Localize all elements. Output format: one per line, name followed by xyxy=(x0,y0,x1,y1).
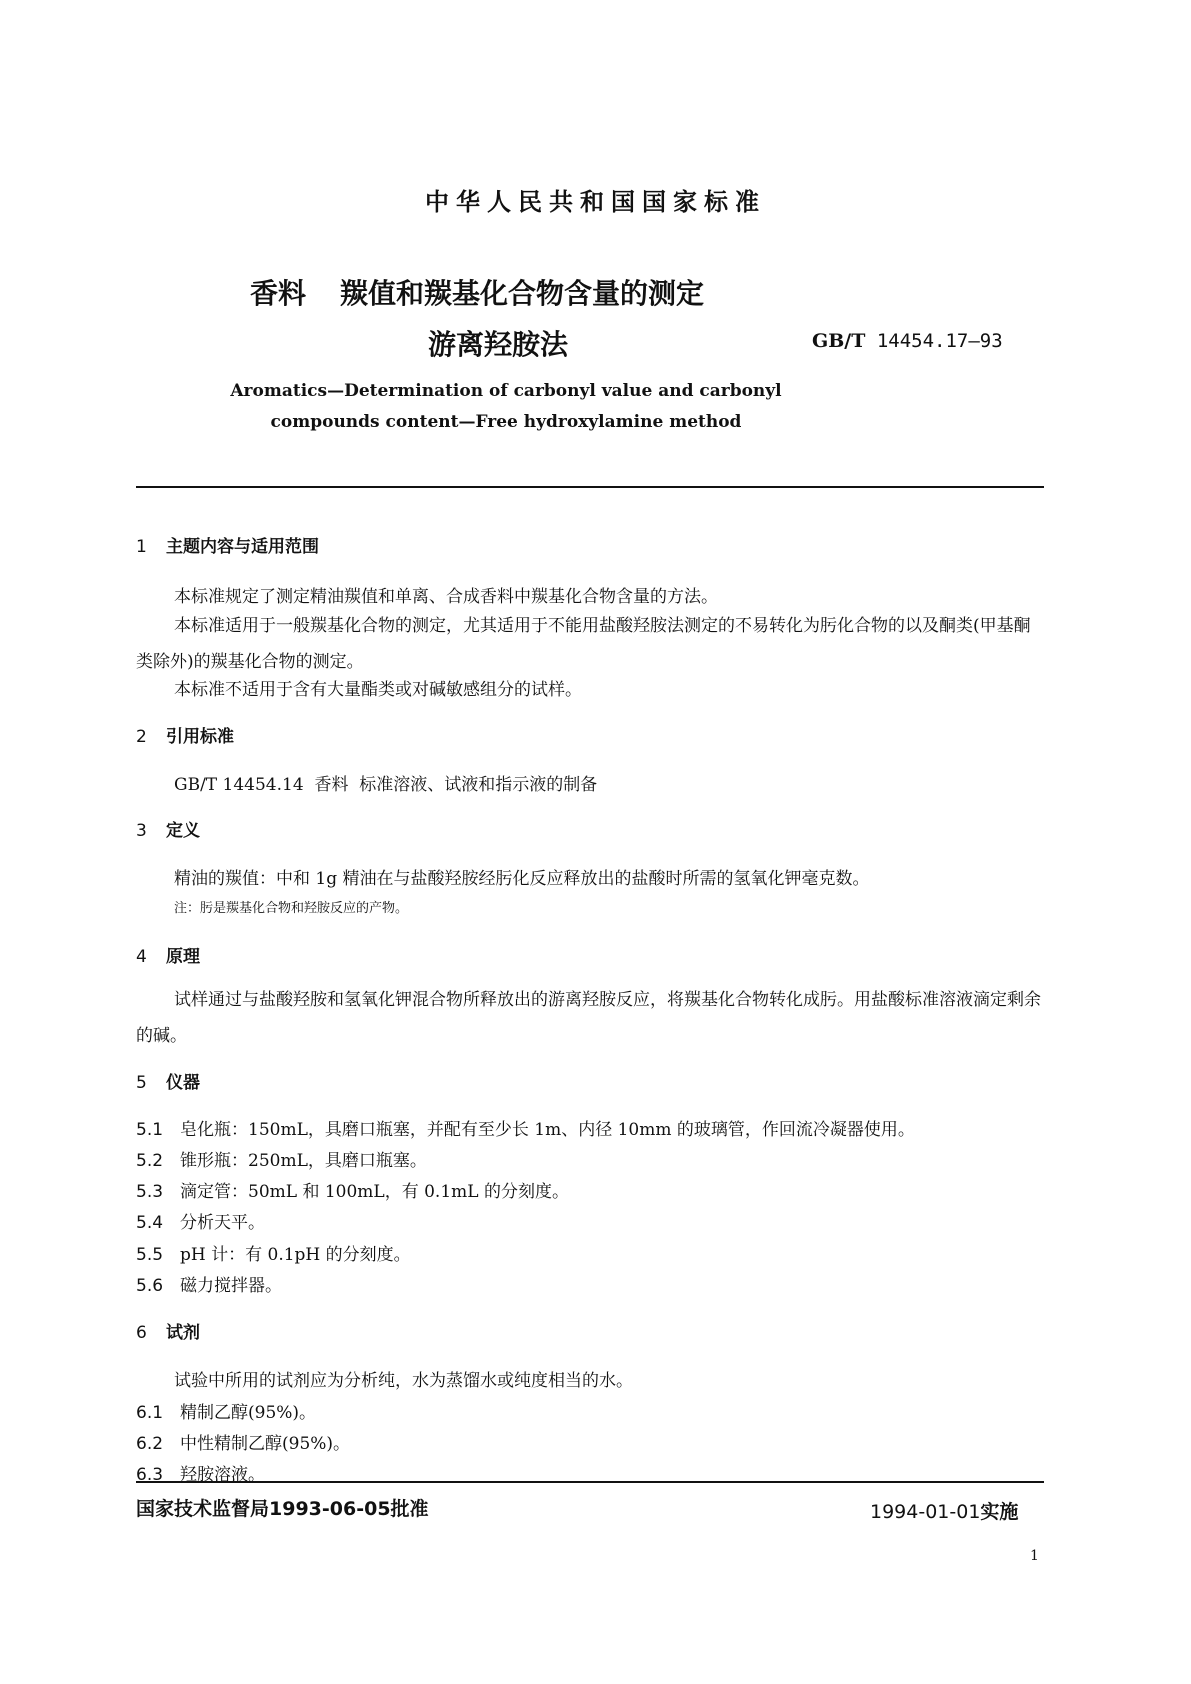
item-number: 6.3 xyxy=(136,1465,164,1485)
section-6-paragraph: 试验中所用的试剂应为分析纯，水为蒸馏水或纯度相当的水。 xyxy=(174,1371,633,1391)
standard-code-prefix: GB/T xyxy=(812,330,866,352)
section-title: 引用标准 xyxy=(166,727,234,747)
list-item xyxy=(136,1398,316,1423)
title-part-2: 羰值和羰基化合物含量的测定 xyxy=(340,277,705,310)
english-title-line-2: compounds content—Free hydroxylamine method xyxy=(270,412,742,432)
effective-label: 实施 xyxy=(980,1501,1019,1523)
english-title-line-1: Aromatics—Determination of carbonyl value and carbonyl xyxy=(230,381,782,401)
document-subtitle: 游离羟胺法 xyxy=(428,328,569,361)
section-4-heading xyxy=(136,942,200,967)
item-text: 中性精制乙醇(95%)。 xyxy=(180,1434,351,1454)
item-text: pH 计：有 0.1pH 的分刻度。 xyxy=(180,1245,411,1265)
section-5-heading xyxy=(136,1068,200,1093)
list-item xyxy=(136,1115,915,1140)
section-6-heading xyxy=(136,1318,200,1343)
effective-date: 1994-01-01 xyxy=(870,1501,981,1523)
section-number: 6 xyxy=(136,1323,147,1343)
item-number: 5.5 xyxy=(136,1245,164,1265)
section-3-definition: 精油的羰值：中和 1g 精油在与盐酸羟胺经肟化反应释放出的盐酸时所需的氢氧化钾毫克数。 xyxy=(174,869,870,889)
item-number: 5.3 xyxy=(136,1182,164,1202)
item-text: 分析天平。 xyxy=(180,1213,265,1233)
item-text: 磁力搅拌器。 xyxy=(180,1276,282,1296)
section-1-paragraph-1: 本标准规定了测定精油羰值和单离、合成香料中羰基化合物含量的方法。 xyxy=(174,587,718,607)
list-item xyxy=(136,1271,282,1296)
section-title: 仪器 xyxy=(166,1073,200,1093)
section-1-paragraph-3: 本标准不适用于含有大量酯类或对碱敏感组分的试样。 xyxy=(174,680,582,700)
item-number: 5.1 xyxy=(136,1120,164,1140)
item-text: 滴定管：50mL 和 100mL，有 0.1mL 的分刻度。 xyxy=(180,1182,569,1202)
section-title: 原理 xyxy=(166,947,200,967)
list-item xyxy=(136,1208,265,1233)
title-part-1: 香料 xyxy=(250,277,307,310)
section-number: 4 xyxy=(136,947,147,967)
footer-divider xyxy=(136,1481,1044,1483)
item-number: 5.2 xyxy=(136,1151,164,1171)
section-3-note: 注：肟是羰基化合物和羟胺反应的产物。 xyxy=(174,901,409,916)
standard-code xyxy=(812,330,1003,352)
item-number: 6.2 xyxy=(136,1434,164,1454)
section-number: 3 xyxy=(136,821,147,841)
section-1-heading xyxy=(136,532,319,557)
section-title: 试剂 xyxy=(166,1323,200,1343)
item-text: 锥形瓶：250mL，具磨口瓶塞。 xyxy=(180,1151,427,1171)
section-title: 定义 xyxy=(166,821,200,841)
section-number: 2 xyxy=(136,727,147,747)
section-number: 1 xyxy=(136,537,147,557)
national-standard-heading: 中华人民共和国国家标准 xyxy=(425,188,766,216)
section-3-heading xyxy=(136,816,200,841)
page-number: 1 xyxy=(1030,1548,1039,1564)
item-number: 5.6 xyxy=(136,1276,164,1296)
referenced-standard: GB/T 14454.14 香料 标准溶液、试液和指示液的制备 xyxy=(174,775,598,795)
section-1-paragraph-2: 本标准适用于一般羰基化合物的测定，尤其适用于不能用盐酸羟胺法测定的不易转化为肟化合物的以及酮类(甲基酮类除外)的羰基化合物的测定。 xyxy=(136,616,1031,672)
section-title: 主题内容与适用范围 xyxy=(166,537,319,557)
item-text: 皂化瓶：150mL，具磨口瓶塞，并配有至少长 1m、内径 10mm 的玻璃管，作回流冷凝器使用。 xyxy=(180,1120,915,1140)
item-number: 5.4 xyxy=(136,1213,164,1233)
list-item xyxy=(136,1177,569,1202)
approval-statement: 国家技术监督局1993-06-05批准 xyxy=(136,1498,429,1520)
section-number: 5 xyxy=(136,1073,147,1093)
header-divider xyxy=(136,486,1044,488)
standard-code-number: 14454.17—93 xyxy=(876,330,1003,352)
item-text: 羟胺溶液。 xyxy=(180,1465,265,1485)
section-2-heading xyxy=(136,722,234,747)
section-4-paragraph: 试样通过与盐酸羟胺和氢氧化钾混合物所释放出的游离羟胺反应，将羰基化合物转化成肟。用盐酸标准溶液滴定剩余的碱。 xyxy=(136,990,1041,1046)
list-item xyxy=(136,1240,411,1265)
document-title xyxy=(250,272,704,312)
list-item xyxy=(136,1429,350,1454)
item-number: 6.1 xyxy=(136,1403,164,1423)
effective-statement xyxy=(870,1497,1018,1524)
list-item xyxy=(136,1146,427,1171)
item-text: 精制乙醇(95%)。 xyxy=(180,1403,317,1423)
